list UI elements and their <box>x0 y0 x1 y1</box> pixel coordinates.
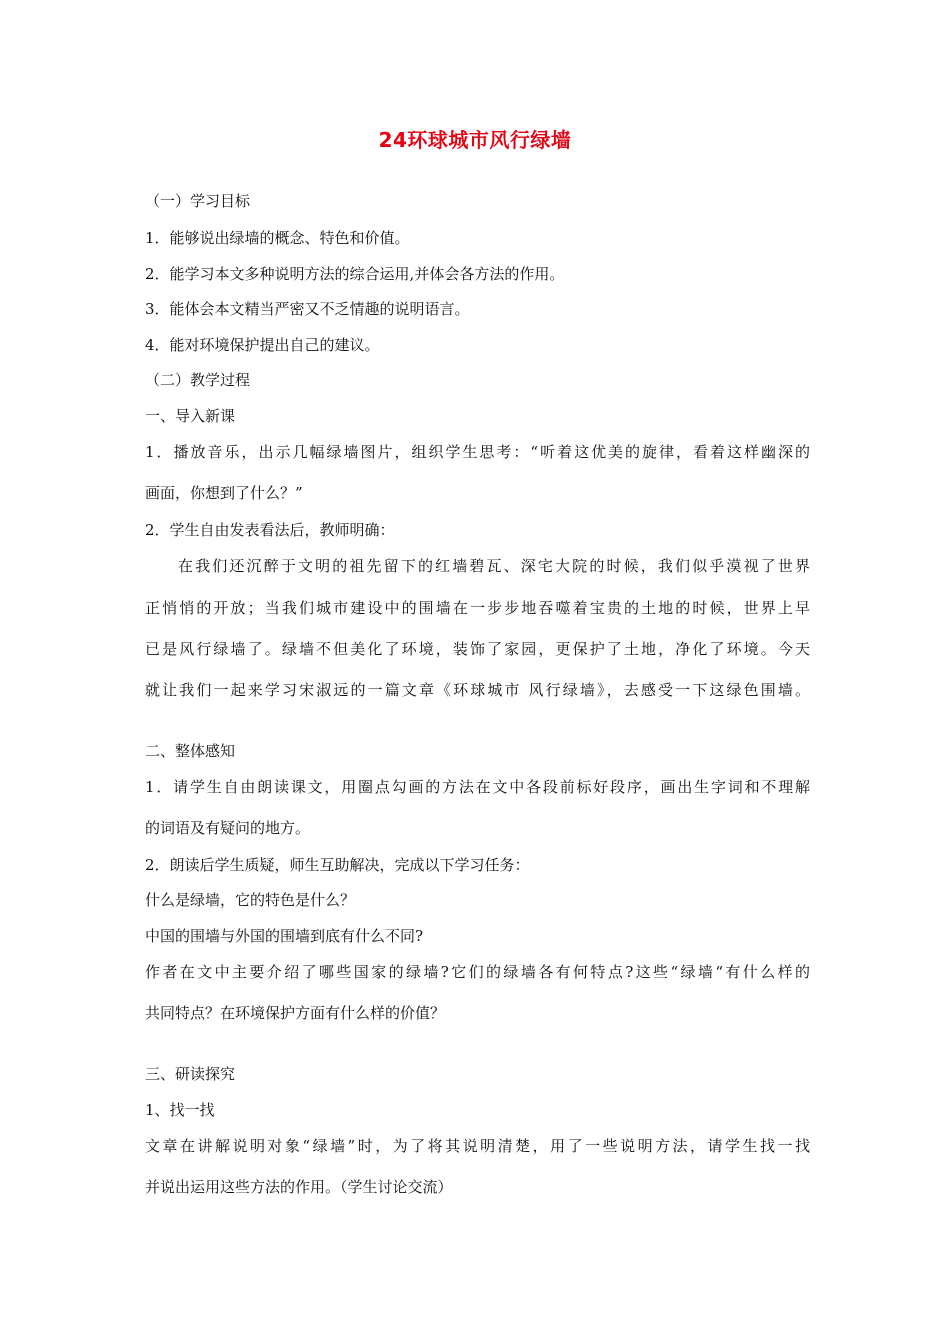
paragraph-line: 的词语及有疑问的地方。 <box>145 819 311 837</box>
paragraph-line: 在我们还沉醉于文明的祖先留下的红墙碧瓦、深宅大院的时候，我们似乎漠视了世界 <box>178 557 810 575</box>
goal-item-1: 1．能够说出绿墙的概念、特色和价值。 <box>145 229 410 247</box>
section-heading-learning-goals: （一）学习目标 <box>145 192 251 210</box>
paragraph-line: 并说出运用这些方法的作用。（学生讨论交流） <box>145 1178 453 1196</box>
paragraph-line: 画面，你想到了什么？” <box>145 484 303 502</box>
paragraph-line: 2．学生自由发表看法后，教师明确： <box>145 521 395 539</box>
section-heading-teaching-process: （二）教学过程 <box>145 371 251 389</box>
goal-item-4: 4．能对环境保护提出自己的建议。 <box>145 336 380 354</box>
question-line: 中国的围墙与外国的围墙到底有什么不同? <box>145 927 424 945</box>
subsection-heading-study: 三、研读探究 <box>145 1065 236 1083</box>
paragraph-line: 2．朗读后学生质疑，师生互助解决，完成以下学习任务： <box>145 856 530 874</box>
question-line: 什么是绿墙，它的特色是什么？ <box>145 891 356 909</box>
paragraph-line: 正悄悄的开放；当我们城市建设中的围墙在一步步地吞噬着宝贵的土地的时候，世界上早 <box>145 599 810 617</box>
paragraph-line: 1．请学生自由朗读课文，用圈点勾画的方法在文中各段前标好段序，画出生字词和不理解 <box>145 778 810 796</box>
goal-item-2: 2．能学习本文多种说明方法的综合运用,并体会各方法的作用。 <box>145 265 565 283</box>
paragraph-line: 文章在讲解说明对象“绿墙”时，为了将其说明清楚，用了一些说明方法，请学生找一找 <box>145 1137 810 1155</box>
paragraph-line: 已是风行绿墙了。绿墙不但美化了环境，装饰了家园，更保护了土地，净化了环境。今天 <box>145 640 810 658</box>
question-line: 共同特点？在环境保护方面有什么样的价值？ <box>145 1004 446 1022</box>
paragraph-line: 1．播放音乐，出示几幅绿墙图片，组织学生思考：“听着这优美的旋律，看着这样幽深的 <box>145 443 810 461</box>
task-heading: 1、找一找 <box>145 1101 215 1119</box>
page-title: 24环球城市风行绿墙 <box>378 128 572 152</box>
question-line: 作者在文中主要介绍了哪些国家的绿墙?它们的绿墙各有何特点?这些“绿墙“有什么样的 <box>145 963 810 981</box>
subsection-heading-overall: 二、整体感知 <box>145 742 236 760</box>
paragraph-line: 就让我们一起来学习宋淑远的一篇文章《环球城市 风行绿墙》，去感受一下这绿色围墙。 <box>145 681 810 699</box>
goal-item-3: 3．能体会本文精当严密又不乏情趣的说明语言。 <box>145 300 470 318</box>
subsection-heading-intro: 一、导入新课 <box>145 407 236 425</box>
